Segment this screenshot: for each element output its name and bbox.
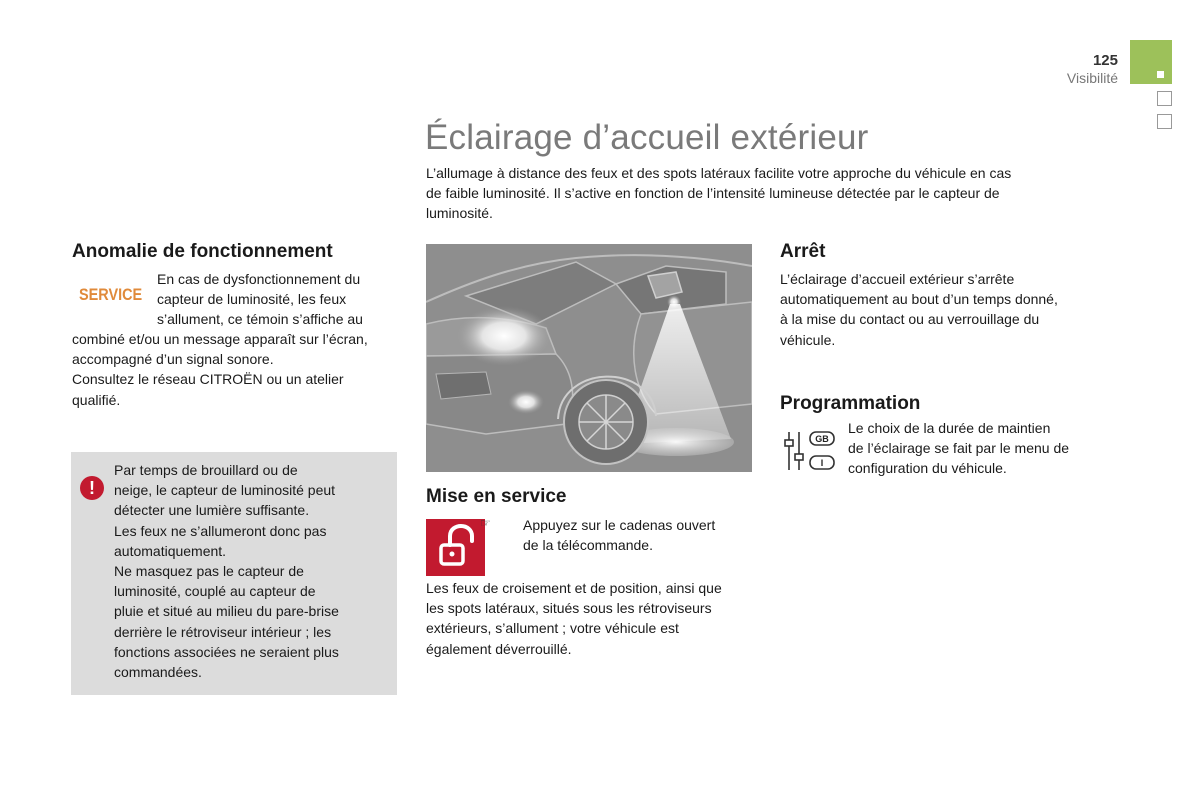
mise-en-service-heading: Mise en service: [426, 486, 567, 507]
text-line: pluie et situé au milieu du pare-brise: [114, 603, 339, 620]
text-line: Consultez le réseau CITROËN ou un atelier: [72, 371, 344, 388]
text-line: accompagné d’un signal sonore.: [72, 351, 274, 368]
text-line: neige, le capteur de luminosité peut: [114, 482, 336, 499]
warning-box: [71, 452, 397, 695]
section-tab-box: [1157, 114, 1172, 129]
service-warning-icon: SERVICE: [79, 285, 143, 304]
text-line: configuration du véhicule.: [848, 460, 1007, 477]
text-line: L’allumage à distance des feux et des spots latéraux facilite votre approche du véhicule en cas: [426, 165, 1012, 181]
programmation-heading: Programmation: [780, 393, 921, 414]
intro-paragraph: [426, 163, 1086, 223]
text-line: Par temps de brouillard ou de: [114, 462, 298, 478]
text-line: de faible luminosité. Il s’active en fonction de l’intensité lumineuse détectée par le capteur de: [426, 185, 1000, 201]
text-line: Appuyez sur le cadenas ouvert: [523, 517, 716, 533]
text-line: luminosité.: [426, 205, 493, 221]
headlight-glow: [456, 306, 552, 366]
pointing-hand-icon: ☞: [480, 516, 491, 530]
text-line: Ne masquez pas le capteur de: [114, 563, 304, 580]
car-grille: [436, 372, 491, 399]
fog-light-glow: [508, 390, 544, 414]
settings-sliders-icon: [784, 430, 836, 472]
anomalie-heading: Anomalie de fonctionnement: [72, 241, 333, 262]
text-line: Les feux ne s’allumeront donc pas: [114, 522, 327, 539]
mise-en-service-text: [426, 578, 756, 659]
section-name: Visibilité: [1066, 70, 1118, 86]
language-label-i: I: [820, 458, 824, 468]
text-line: de la télécommande.: [523, 537, 653, 554]
tab-marker: [1157, 71, 1164, 78]
text-line: L’éclairage d’accueil extérieur s’arrête: [780, 271, 1015, 287]
text-line: capteur de luminosité, les feux: [157, 291, 347, 308]
open-padlock-icon: [426, 519, 485, 576]
text-line: luminosité, couplé au capteur de: [114, 583, 316, 600]
text-line: qualifié.: [72, 391, 121, 408]
text-line: détecter une lumière suffisante.: [114, 502, 310, 519]
page-number: 125: [1092, 52, 1118, 69]
text-line: extérieurs, s’allument ; votre véhicule est: [426, 620, 679, 637]
text-line: derrière le rétroviseur intérieur ; les: [114, 623, 332, 640]
slider-group: [785, 432, 803, 470]
text-line: de l’éclairage se fait par le menu de: [848, 440, 1070, 457]
mise-en-service-step: [523, 515, 753, 555]
text-line: Les feux de croisement et de position, ainsi que: [426, 580, 722, 596]
text-line: s’allument, ce témoin s’affiche au: [157, 311, 363, 328]
text-line: automatiquement au bout d’un temps donné,: [780, 291, 1058, 308]
text-line: automatiquement.: [114, 542, 227, 559]
exclamation-icon: !: [80, 476, 104, 500]
arret-text: [780, 269, 1100, 350]
text-line: également déverrouillé.: [426, 640, 572, 657]
programmation-text: [848, 418, 1108, 479]
anomalie-text: [72, 329, 402, 410]
text-line: véhicule.: [780, 331, 836, 348]
section-tab-active: [1130, 40, 1172, 84]
car-lighting-illustration: [426, 244, 752, 472]
text-line: les spots latéraux, situés sous les rétroviseurs: [426, 600, 712, 617]
anomalie-text-indented: [157, 269, 397, 330]
section-tab-box: [1157, 91, 1172, 106]
arret-heading: Arrêt: [780, 241, 826, 262]
text-line: Le choix de la durée de maintien: [848, 420, 1051, 436]
wheel-spokes: [579, 395, 633, 449]
language-label-gb: GB: [815, 434, 829, 444]
text-line: à la mise du contact ou au verrouillage du: [780, 311, 1040, 328]
text-line: combiné et/ou un message apparaît sur l’écran,: [72, 331, 368, 347]
text-line: commandées.: [114, 664, 202, 681]
text-line: fonctions associées ne seraient plus: [114, 643, 339, 660]
warning-text: [114, 460, 384, 682]
text-line: En cas de dysfonctionnement du: [157, 271, 361, 287]
padlock-keyhole: [450, 552, 455, 557]
page-title: Éclairage d’accueil extérieur: [425, 118, 869, 157]
